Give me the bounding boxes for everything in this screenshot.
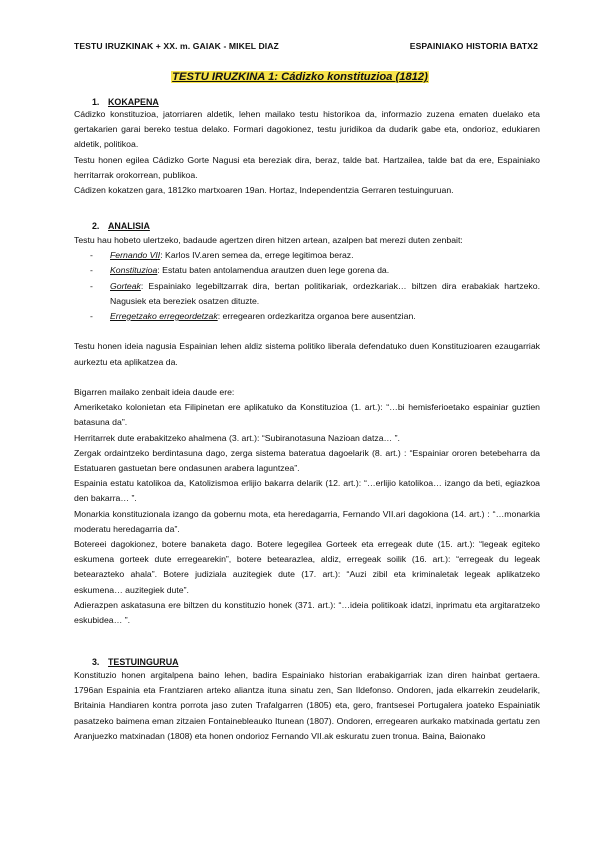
section-title: TESTUINGURUA	[108, 657, 179, 667]
secondary-idea: Adierazpen askatasuna ere biltzen du konstituzio honek (371. art.): “…ideia politikoak idatzi, inprimatu eta argitaratzeko eskubidea… ”.	[74, 599, 540, 626]
term-definition: : erregearen ordezkaritza organoa bere ausentzian.	[217, 311, 416, 322]
secondary-idea: Espainia estatu katolikoa da, Katolizismoa erlijio bakarra delarik (12. art.): “…erlijio katolikoa… izango da beti, egiazkoa den bakarra… ”.	[74, 478, 540, 504]
list-item: - Konstituzioa: Estatu baten antolamendua arautzen duen lege gorena da.	[90, 265, 390, 276]
section-body-kokapena	[74, 107, 540, 198]
term-definition: : Karlos IV.aren semea da, errege legitimoa beraz.	[160, 250, 354, 261]
document-title	[0, 71, 600, 83]
section-number: 2.	[92, 221, 100, 231]
header-right: ESPAINIAKO HISTORIA BATX2	[409, 41, 538, 51]
paragraph: Konstituzio honen argitalpena baino lehen, badira Espainiako historian erabakigarriak izan diren hainbat gertaera. 1796an Espainia eta Frantziaren arteko aliantza ituna sinatu zen, San Ildefonso. Ondoren, jada elkarrekin zeudelarik, Britainia Handiaren kontra porrota jaso zuten Trafalgarren (1805) eta, gero, frantsesei Portugalera joateko Espainiatik pasatzeko baimena eman zitzaien Fontainebleauko Itunean (1807). Ondoren, erregearen aurkako matxinada gertatu zen Aranjuezko matxinadan (1808) eta honen ondorioz Fernando VII.ak eskuratu zuen tronua. Baina, Baionako	[74, 670, 540, 741]
secondary-idea: Zergak ordaintzeko berdintasuna dago, zerga sistema bateratua dagoelarik (8. art.) : “Espainiar ororen betebeharra da Estatuaren gastuetan bere ondasunen arabera laguntzea”.	[74, 447, 540, 474]
secondary-idea: Herritarrek dute erabakitzeko ahalmena (3. art.): “Subiranotasuna Nazioan datza… ”.	[74, 432, 400, 443]
list-item: - Fernando VII: Karlos IV.aren semea da, errege legitimoa beraz.	[90, 250, 354, 261]
secondary-idea: Ameriketako kolonietan eta Filipinetan ere aplikatuko da Konstituzioa (1. art.): “…bi hemisferioetako espainiar guztien batasuna da”.	[74, 402, 540, 428]
term-list	[74, 248, 540, 324]
section-number: 1.	[92, 97, 100, 107]
main-idea: Testu honen ideia nagusia Espainian lehen aldiz sistema politiko liberala defendatuko duen Konstituzioaren ezaugarriak aurkeztu eta aplikatzea da.	[74, 341, 540, 367]
section-heading-kokapena	[92, 97, 159, 107]
term: Fernando VII	[110, 250, 161, 261]
term: Konstituzioa	[110, 265, 158, 276]
section-title: KOKAPENA	[108, 97, 159, 107]
secondary-idea: Botereei dagokionez, botere banaketa dago. Botere legegilea Gorteek eta erregeak dute (15. art.): “legeak egiteko eskumena gorteek dute erregearekin”, botere betearazlea, aldiz, erregeak soilik (16. art.): “erregeak du legeak betearazteko ahala”. Botere judiziala auzitegiek dute (17. art.): “Auzi zibil eta kriminaletak legeak aplikatzeko eskumena… auzitegiek dute”.	[74, 539, 540, 595]
section-title: ANALISIA	[108, 221, 150, 231]
list-item: - Erregetzako erregeordetzak: erregearen ordezkaritza organoa bere ausentzian.	[90, 311, 416, 322]
section-body-testuingurua	[74, 668, 540, 744]
paragraph: Cádizen kokatzen gara, 1812ko martxoaren 19an. Hortaz, Independentzia Gerraren testuinguruan.	[74, 185, 454, 196]
section-body-analisia	[74, 233, 540, 628]
term-definition: : Estatu baten antolamendua arautzen duen lege gorena da.	[157, 265, 390, 276]
section-heading-analisia	[92, 221, 150, 231]
secondary-intro: Bigarren mailako zenbait ideia daude ere:	[74, 387, 235, 397]
term: Gorteak	[110, 280, 141, 291]
section-heading-testuingurua	[92, 657, 179, 667]
paragraph: Testu honen egilea Cádizko Gorte Nagusi eta bereziak dira, beraz, talde bat. Hartzailea, talde bat da ere, Espainiako herritarrak orokorrean, publikoa.	[74, 154, 540, 180]
document-title-text: TESTU IRUZKINA 1: Cádizko konstituzioa (1812)	[172, 71, 428, 83]
paragraph: Cádizko konstituzioa, jatorriaren aldetik, lehen mailako testu historikoa da, informazio zuzena ematen duelako eta gertakarien garai bereko testua delako. Formari dagokionez, testu juridikoa da dudarik gabe eta, ondorioz, edukiaren aldetik, politikoa.	[74, 109, 540, 150]
list-item: - Gorteak: Espainiako legebiltzarrak dira, bertan politikariak, ordezkariak… biltzen dira erabakiak hartzeko. Nagusiek eta bereziek osatzen dituzte.	[90, 280, 540, 306]
section-number: 3.	[92, 657, 100, 667]
header-left: TESTU IRUZKINAK + XX. m. GAIAK - MIKEL DIAZ	[74, 41, 279, 51]
analysis-intro: Testu hau hobeto ulertzeko, badaude agertzen diren hitzen artean, azalpen bat merezi duten zenbait:	[74, 235, 463, 245]
secondary-idea: Monarkia konstituzionala izango da gobernu mota, eta heredagarria, Fernando VII.ari dagokiona (14. art.) : “…monarkia moderatu heredagarria da”.	[74, 508, 540, 534]
term: Erregetzako erregeordetzak	[110, 311, 218, 322]
term-definition: : Espainiako legebiltzarrak dira, bertan politikariak, ordezkariak… biltzen dira erabakiak hartzeko. Nagusiek eta bereziek osatzen dituzte.	[110, 280, 540, 306]
